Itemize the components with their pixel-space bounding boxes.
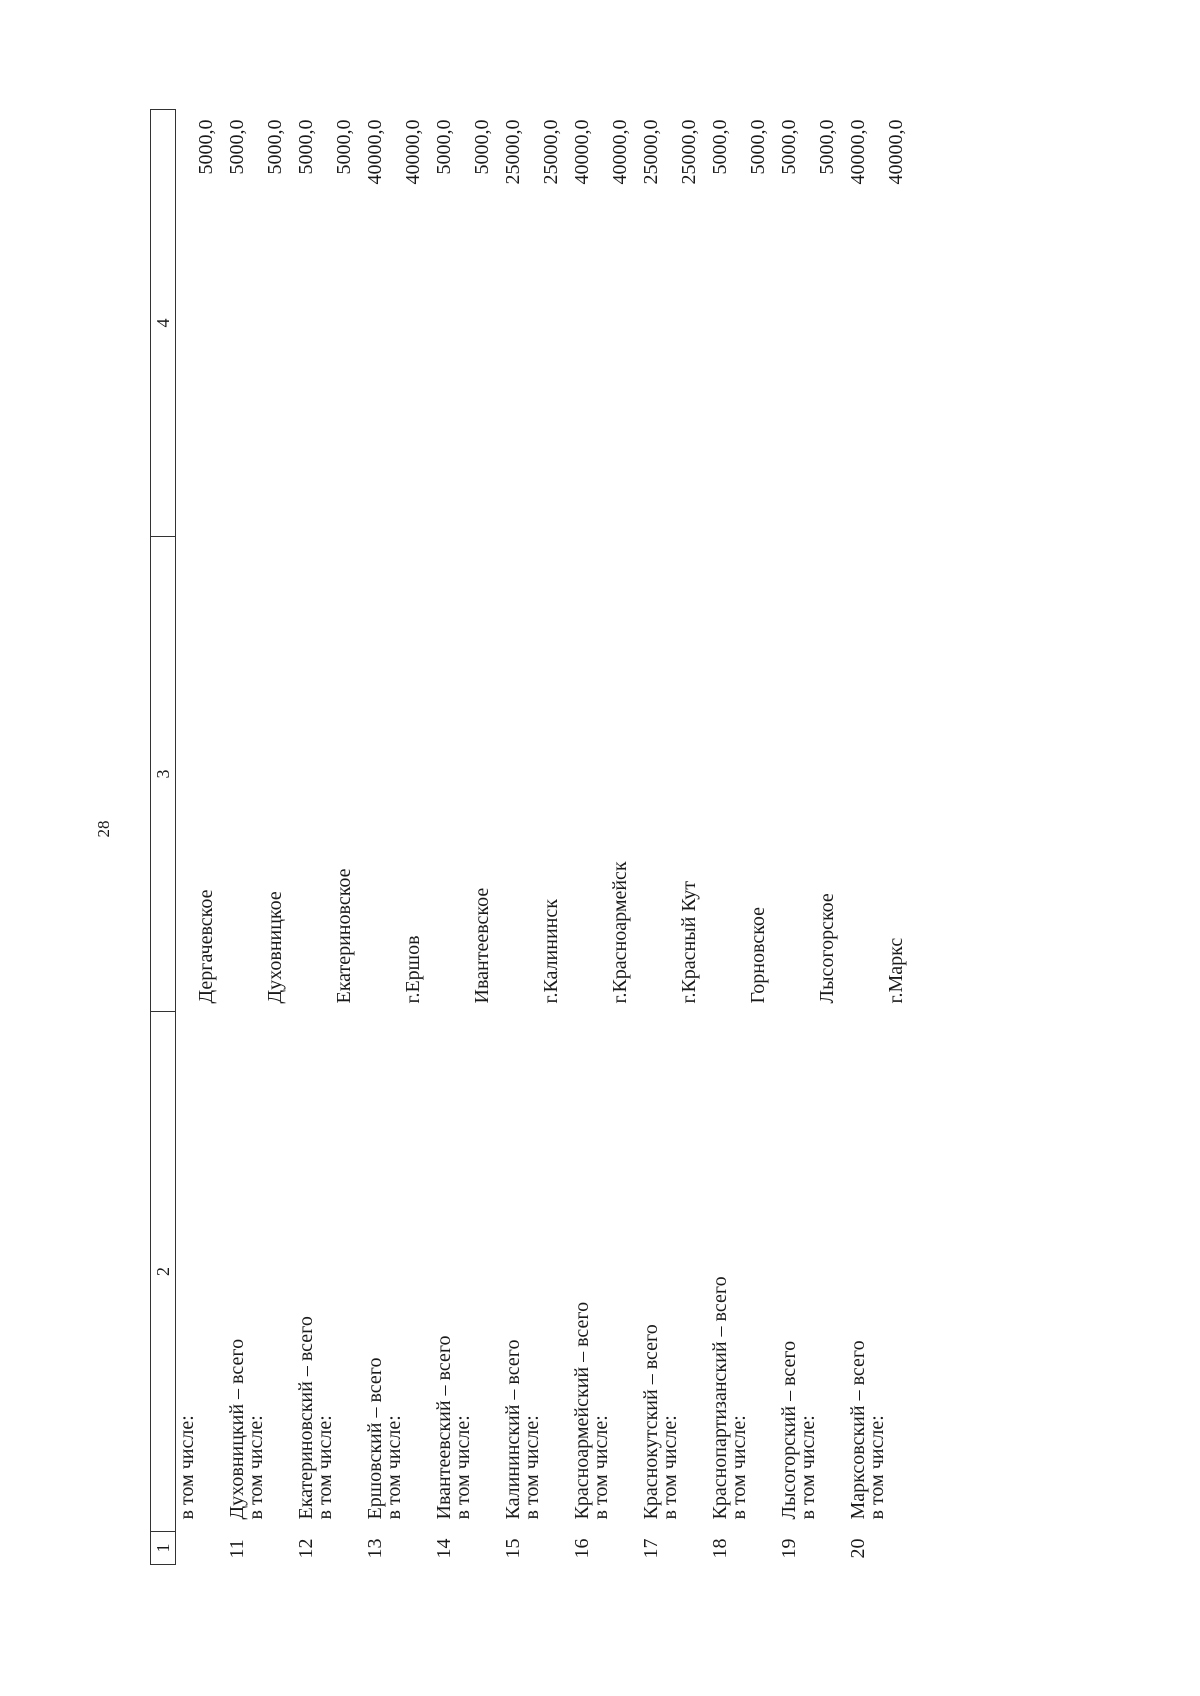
settlement-cell [423, 537, 492, 1012]
district-name: Лысогорский – всего [778, 1340, 800, 1520]
district-total: 5000,0 [295, 119, 317, 175]
district-name: Марксовский – всего [847, 1340, 869, 1520]
row-number: 11 [226, 1539, 248, 1559]
district-name: Духовницкий – всего [226, 1338, 248, 1520]
row-number: 12 [295, 1538, 317, 1559]
subtotal-label: в том числе: [866, 1415, 888, 1520]
district-total: 25000,0 [640, 119, 662, 185]
district-cell [492, 1012, 561, 1532]
subtotal-label: в том числе: [728, 1415, 750, 1520]
settlement-amount: 25000,0 [540, 119, 562, 185]
district-total: 5000,0 [709, 119, 731, 175]
settlement-amount: 40000,0 [885, 119, 907, 185]
district-cell [216, 1012, 285, 1532]
table-header-row [151, 110, 176, 1565]
row-number: 16 [571, 1538, 593, 1559]
row-number: 13 [364, 1538, 386, 1559]
settlement-cell [768, 537, 837, 1012]
amount-cell [699, 110, 768, 537]
district-cell [176, 1012, 217, 1532]
amount-cell [768, 110, 837, 537]
settlement-name: Ивантеевское [471, 887, 493, 1004]
settlement-amount: 5000,0 [195, 119, 217, 175]
column-header-1: 1 [151, 1532, 176, 1565]
row-number: 14 [433, 1538, 455, 1559]
settlement-name: Лысогорское [816, 893, 838, 1004]
table-row [285, 110, 354, 1565]
settlement-name: Горновское [747, 906, 769, 1004]
subtotal-label: в том числе: [176, 1415, 198, 1520]
district-cell [837, 1012, 906, 1532]
settlement-name: г.Ершов [402, 935, 424, 1004]
settlement-cell [630, 537, 699, 1012]
column-header-3: 3 [151, 537, 176, 1012]
table-row-lead [176, 110, 217, 1565]
settlement-amount: 5000,0 [471, 119, 493, 175]
subtotal-label: в том числе: [797, 1415, 819, 1520]
settlement-cell [492, 537, 561, 1012]
amount-cell [492, 110, 561, 537]
settlement-name: г.Калининск [540, 899, 562, 1004]
district-cell [699, 1012, 768, 1532]
subtotal-label: в том числе: [314, 1415, 336, 1520]
district-total: 25000,0 [502, 119, 524, 185]
row-number: 18 [709, 1538, 731, 1559]
subtotal-label: в том числе: [452, 1415, 474, 1520]
row-number [176, 1532, 217, 1565]
settlement-cell [354, 537, 423, 1012]
page-number: 28 [94, 820, 113, 838]
subtotal-label: в том числе: [245, 1415, 267, 1520]
table-row [216, 110, 285, 1565]
settlement-amount: 25000,0 [678, 119, 700, 185]
subtotal-label: в том числе: [590, 1415, 612, 1520]
amount-cell [423, 110, 492, 537]
district-name: Краснокутский – всего [640, 1324, 662, 1520]
district-name: Краснопартизанский – всего [709, 1276, 731, 1520]
table-row [354, 110, 423, 1565]
district-name: Ивантеевский – всего [433, 1335, 455, 1520]
district-total: 5000,0 [433, 119, 455, 175]
district-total: 5000,0 [778, 119, 800, 175]
row-number: 15 [502, 1538, 524, 1559]
table-body [176, 110, 907, 1565]
amount-cell [216, 110, 285, 537]
amount-cell [837, 110, 906, 537]
district-name: Красноармейский – всего [571, 1301, 593, 1520]
amount-cell [354, 110, 423, 537]
allocation-table-sheet [150, 110, 1065, 1565]
allocation-table [150, 109, 906, 1565]
settlement-cell [285, 537, 354, 1012]
district-cell [561, 1012, 630, 1532]
district-total: 5000,0 [226, 119, 248, 175]
settlement-cell [699, 537, 768, 1012]
settlement-amount: 5000,0 [264, 119, 286, 175]
table-row [837, 110, 906, 1565]
settlement-name: г.Маркс [885, 937, 907, 1004]
table-row [492, 110, 561, 1565]
district-cell [285, 1012, 354, 1532]
settlement-name: Дергачевское [195, 889, 217, 1004]
table-row [423, 110, 492, 1565]
district-name: Ершовский – всего [364, 1357, 386, 1520]
column-header-2: 2 [151, 1012, 176, 1532]
district-cell [768, 1012, 837, 1532]
row-number: 19 [778, 1538, 800, 1559]
settlement-cell [561, 537, 630, 1012]
settlement-cell [216, 537, 285, 1012]
amount-cell [285, 110, 354, 537]
settlement-cell [176, 537, 217, 1012]
settlement-cell [837, 537, 906, 1012]
amount-cell [630, 110, 699, 537]
table-row [630, 110, 699, 1565]
settlement-amount: 5000,0 [747, 119, 769, 175]
row-number: 20 [847, 1538, 869, 1559]
amount-cell [561, 110, 630, 537]
settlement-name: г.Красный Кут [678, 881, 700, 1004]
district-cell [630, 1012, 699, 1532]
settlement-amount: 40000,0 [609, 119, 631, 185]
subtotal-label: в том числе: [521, 1415, 543, 1520]
settlement-amount: 5000,0 [816, 119, 838, 175]
settlement-name: г.Красноармейск [609, 861, 631, 1004]
district-name: Екатериновский – всего [295, 1316, 317, 1520]
row-number: 17 [640, 1538, 662, 1559]
district-total: 40000,0 [364, 119, 386, 185]
subtotal-label: в том числе: [659, 1415, 681, 1520]
amount-cell [176, 110, 217, 537]
settlement-name: Екатериновское [333, 868, 355, 1004]
table-row [699, 110, 768, 1565]
column-header-4: 4 [151, 110, 176, 537]
settlement-name: Духовницкое [264, 891, 286, 1004]
district-total: 40000,0 [571, 119, 593, 185]
table-row [561, 110, 630, 1565]
district-total: 40000,0 [847, 119, 869, 185]
district-name: Калининский – всего [502, 1339, 524, 1520]
district-cell [354, 1012, 423, 1532]
settlement-amount: 40000,0 [402, 119, 424, 185]
subtotal-label: в том числе: [383, 1415, 405, 1520]
settlement-amount: 5000,0 [333, 119, 355, 175]
table-row [768, 110, 837, 1565]
district-cell [423, 1012, 492, 1532]
